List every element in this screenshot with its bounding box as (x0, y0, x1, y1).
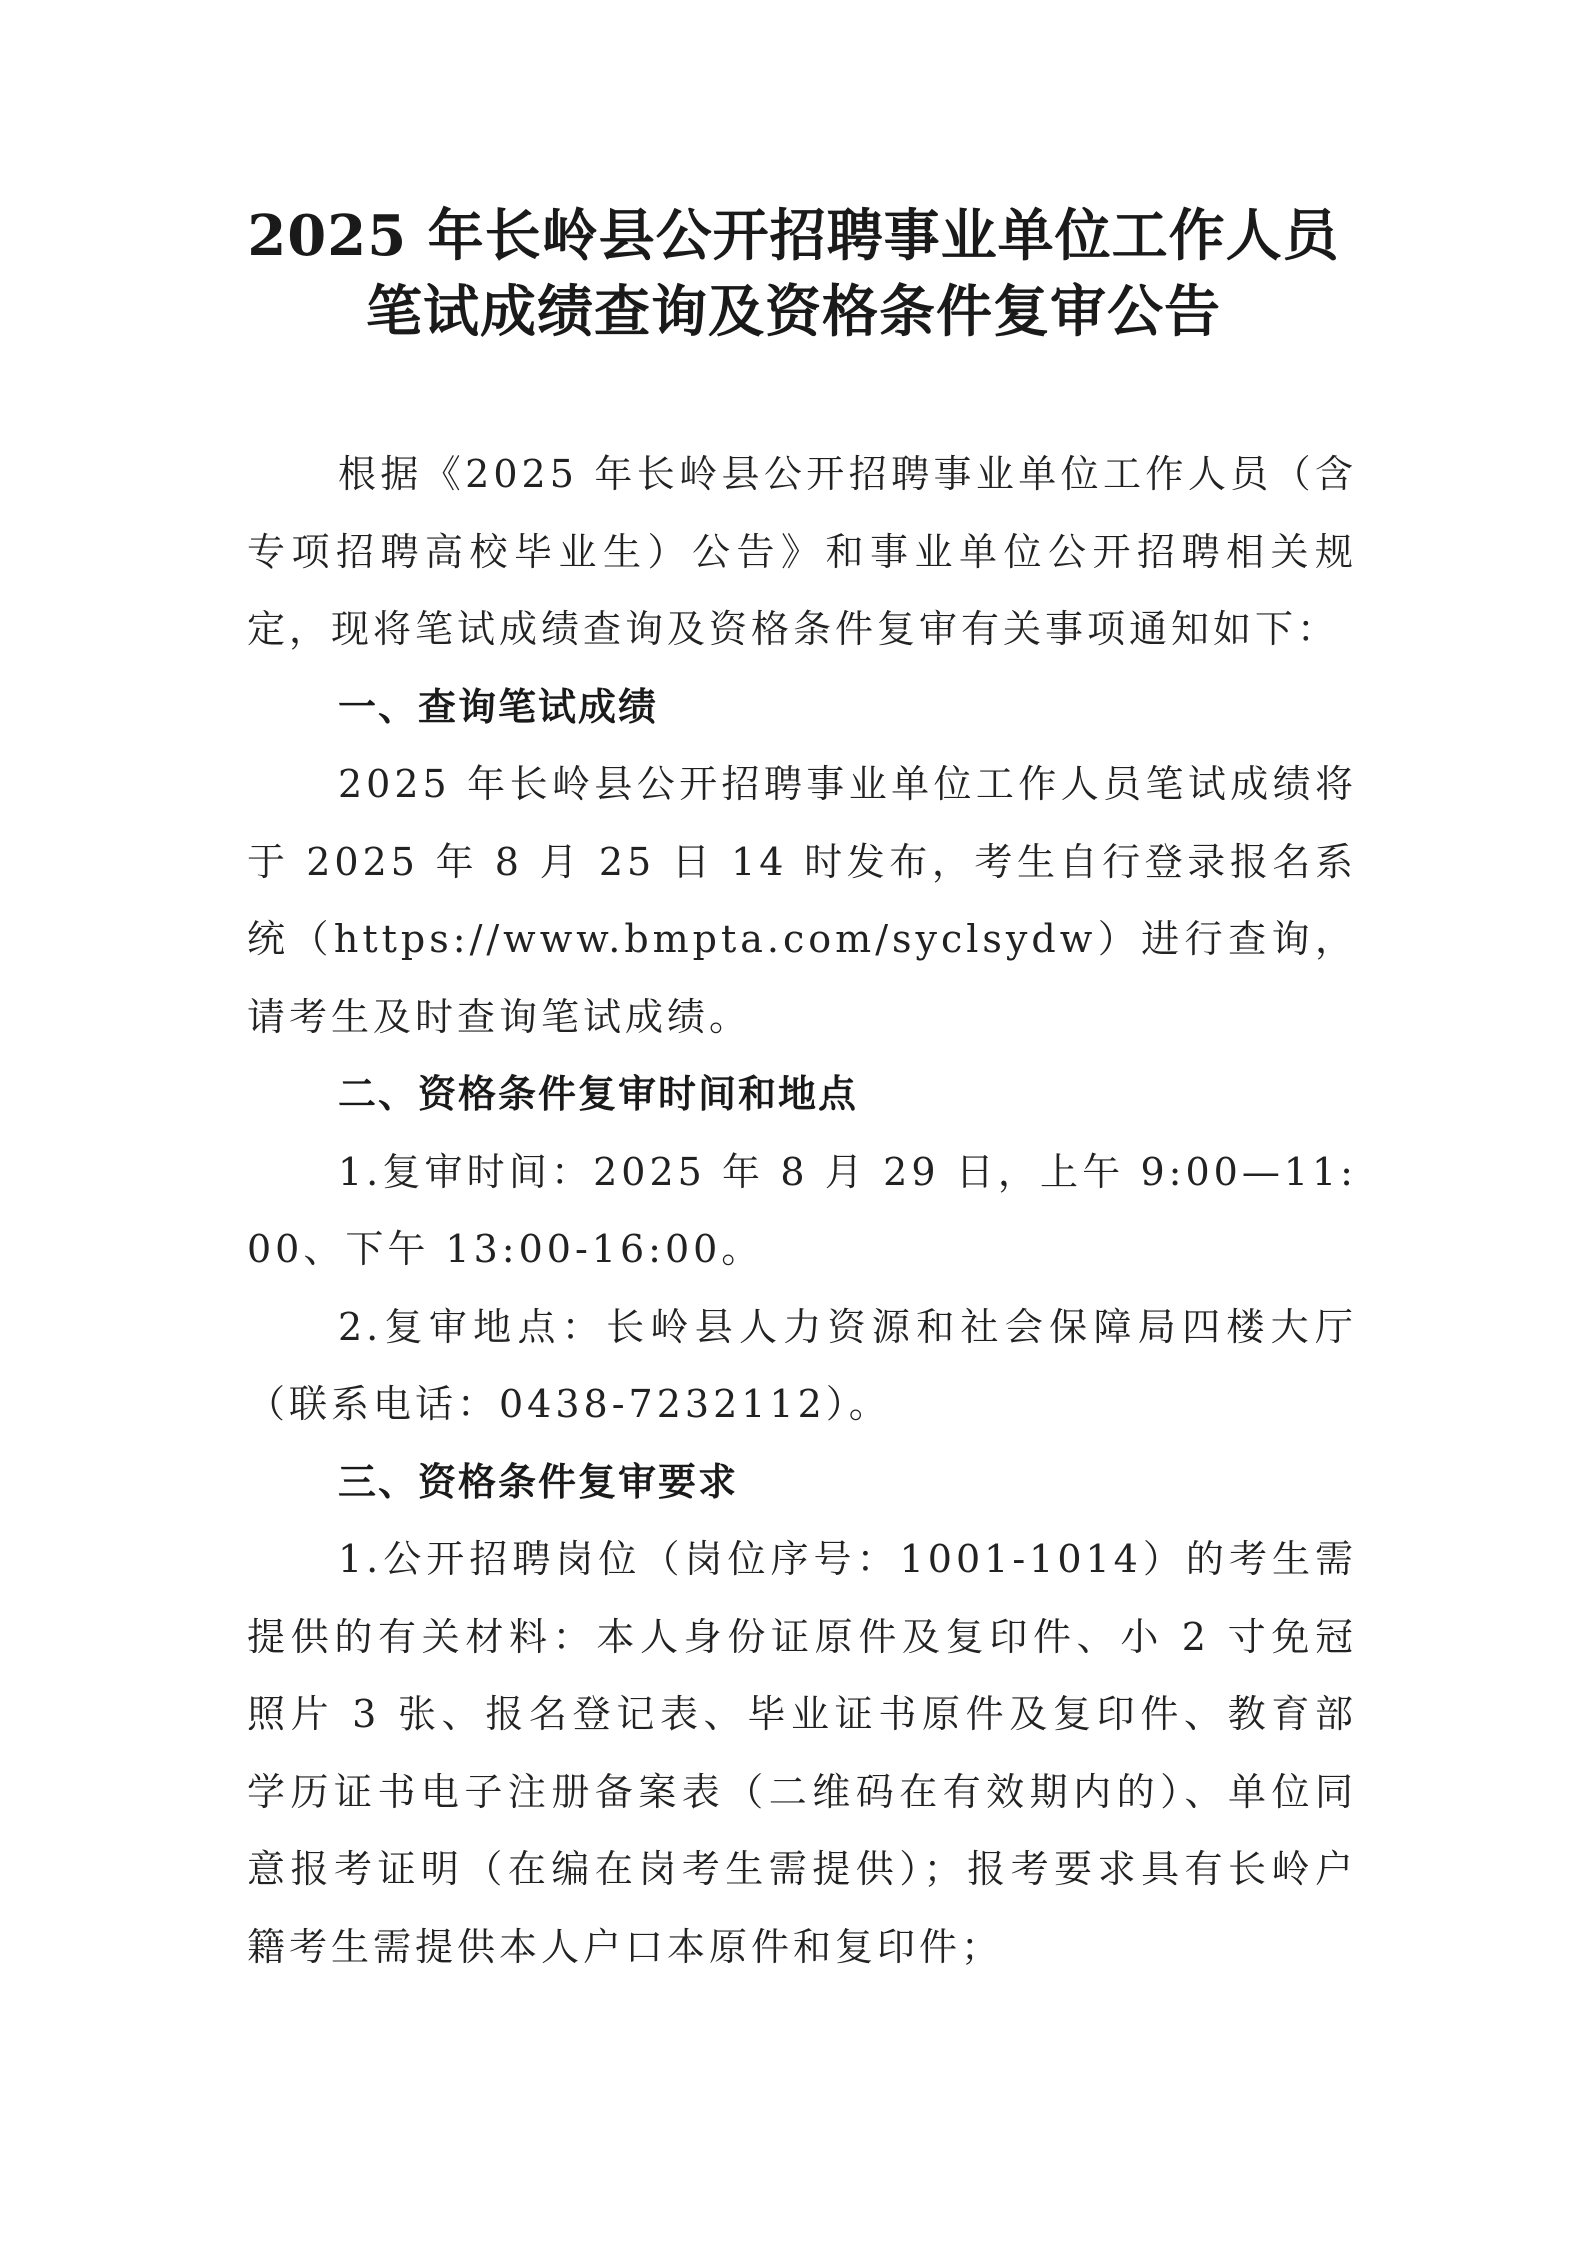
section-2-item-2: 2.复审地点：长岭县人力资源和社会保障局四楼大厅（联系电话：0438-7232112）。 (247, 1304, 1357, 1426)
section-2-heading: 二、资格条件复审时间和地点 (338, 1072, 859, 1116)
document-body (247, 436, 1357, 1986)
section-1-paragraph: 2025 年长岭县公开招聘事业单位工作人员笔试成绩将于 2025 年 8 月 25 日 14 时发布，考生自行登录报名系统（https://www.bmpta.com/syclsydw）进行查询，请考生及时查询笔试成绩。 (247, 762, 1357, 1039)
section-3-heading: 三、资格条件复审要求 (338, 1459, 739, 1504)
intro-paragraph: 根据《2025 年长岭县公开招聘事业单位工作人员（含专项招聘高校毕业生）公告》和事业单位公开招聘相关规定，现将笔试成绩查询及资格条件复审有关事项通知如下： (247, 452, 1357, 651)
document-title-line-1: 2025 年长岭县公开招聘事业单位工作人员 (247, 203, 1340, 269)
document-title-line-2: 笔试成绩查询及资格条件复审公告 (366, 279, 1221, 345)
section-1-heading: 一、查询笔试成绩 (338, 684, 659, 729)
section-2-item-1: 1.复审时间：2025 年 8 月 29 日，上午 9:00—11:00、下午 13:00-16:00。 (247, 1149, 1357, 1271)
section-3-item-1: 1.公开招聘岗位（岗位序号：1001-1014）的考生需提供的有关材料：本人身份证原件及复印件、小 2 寸免冠照片 3 张、报名登记表、毕业证书原件及复印件、教育部学历证书电子注册备案表（二维码在有效期内的）、单位同意报考证明（在编在岗考生需提供）；报考要求具有长岭户籍考生需提供本人户口本原件和复印件； (247, 1537, 1357, 1969)
